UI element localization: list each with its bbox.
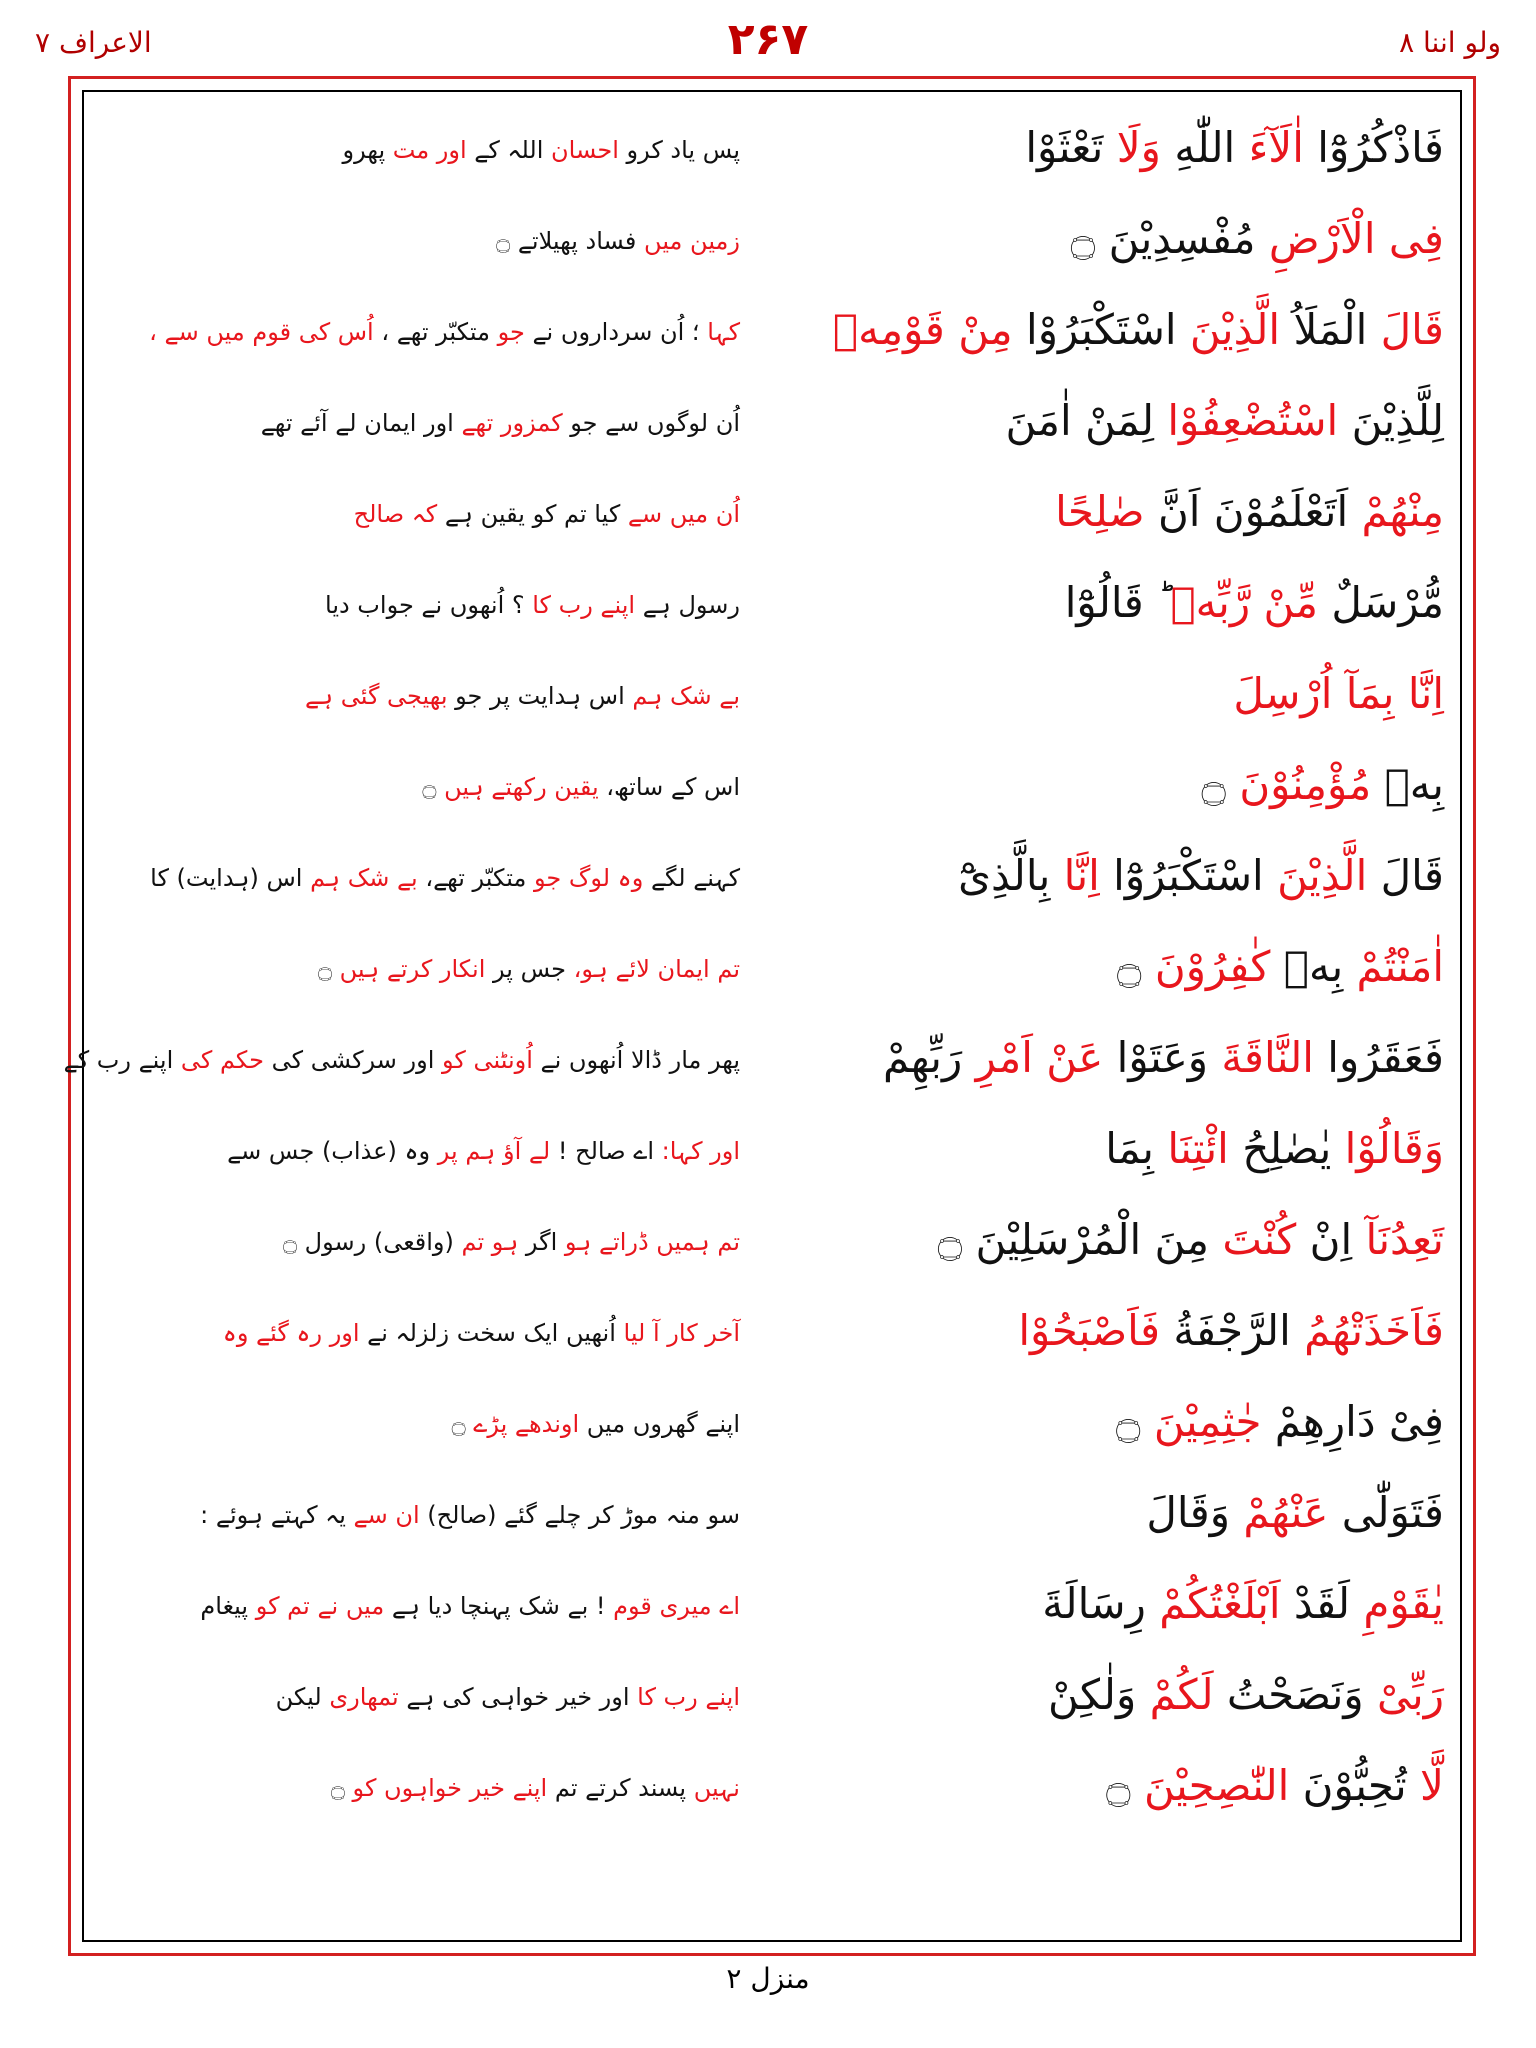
arabic-segment: وَقَالَ — [1146, 1488, 1244, 1537]
urdu-segment: اگر — [518, 1228, 565, 1256]
urdu-segment: حکم کی — [180, 1046, 265, 1074]
urdu-segment: اُن لوگوں سے جو — [562, 409, 740, 437]
urdu-segment: پس یاد کرو — [618, 136, 740, 164]
urdu-segment: انکار کرتے ہیں — [339, 955, 486, 983]
arabic-segment: فَاَخَذَتْهُمُ — [1304, 1306, 1444, 1355]
verse-row — [100, 567, 1444, 658]
arabic-segment: الَّذِیْنَ — [1277, 851, 1368, 900]
urdu-segment: اپنے گھروں میں — [579, 1410, 740, 1438]
arabic-segment: لِمَنْ اٰمَنَ — [1005, 396, 1168, 445]
arabic-segment: اَبْلَغْتُكُمْ — [1159, 1579, 1281, 1628]
urdu-segment: سو منہ موڑ کر چلے گئے (صالح) — [419, 1501, 740, 1529]
urdu-segment: کہنے لگے — [643, 864, 740, 892]
urdu-segment: جو — [497, 318, 525, 346]
urdu-segment: جس پر — [485, 955, 574, 983]
urdu-translation-line — [120, 492, 740, 536]
urdu-translation-line — [120, 1493, 740, 1537]
urdu-translation-line — [120, 1311, 740, 1355]
arabic-segment: رَبِّهِمْ — [882, 1033, 976, 1082]
verse-row — [100, 1568, 1444, 1659]
arabic-verse-line — [804, 118, 1444, 178]
verse-row — [100, 476, 1444, 567]
arabic-segment: تَعْثَوْا — [1025, 123, 1117, 172]
urdu-segment: تمھاری — [329, 1683, 399, 1711]
urdu-segment: اُس کی قوم میں سے ، — [149, 318, 374, 346]
arabic-verse-line — [804, 937, 1444, 997]
urdu-segment: متکبّر تھے، — [417, 864, 534, 892]
arabic-segment: اُرْسِلَ — [1233, 669, 1346, 718]
arabic-segment: تُحِبُّوْنَ — [1289, 1761, 1421, 1810]
urdu-translation-line — [63, 1038, 740, 1082]
urdu-translation-line — [120, 219, 740, 263]
urdu-segment: اے میری قوم — [613, 1592, 740, 1620]
verse-row — [100, 1477, 1444, 1568]
arabic-verse-line — [804, 1392, 1444, 1452]
urdu-segment: لے آؤ ہم پر — [437, 1137, 551, 1165]
urdu-segment: بے شک ہم — [632, 682, 740, 710]
urdu-segment: یہ کہتے ہوئے : — [200, 1501, 354, 1529]
arabic-segment: ائْتِنَا — [1167, 1124, 1229, 1173]
arabic-segment: اَتَعْلَمُوْنَ اَنَّ — [1144, 487, 1362, 536]
verse-row — [100, 1750, 1444, 1841]
verse-row — [100, 1204, 1444, 1295]
urdu-segment: اپنے رب کا — [637, 1683, 740, 1711]
verse-row — [100, 1113, 1444, 1204]
arabic-verse-line — [804, 209, 1444, 269]
arabic-verse-line — [804, 755, 1444, 815]
urdu-segment: کیا تم کو یقین ہے — [437, 500, 628, 528]
verse-row — [100, 1386, 1444, 1477]
verse-row — [100, 1295, 1444, 1386]
arabic-segment: قَالَ — [1367, 851, 1444, 900]
arabic-verse-line — [804, 1119, 1444, 1179]
arabic-segment: وَعَتَوْا — [1103, 1033, 1222, 1082]
arabic-segment: مُفْسِدِیْنَ ۝ — [1070, 214, 1269, 263]
arabic-verse-line — [804, 1574, 1444, 1634]
urdu-segment: میں نے تم کو — [255, 1592, 385, 1620]
arabic-segment: اِنَّا — [1063, 851, 1100, 900]
page-number: ۲۶۷ — [727, 14, 809, 65]
arabic-segment: الرَّجْفَةُ — [1160, 1306, 1305, 1355]
arabic-segment: جٰثِمِیْنَ — [1153, 1397, 1262, 1446]
urdu-segment: ۝ — [317, 955, 340, 983]
arabic-segment: رِسَالَةَ — [1042, 1579, 1160, 1628]
manzil-label: منزل ۲ — [726, 1962, 810, 1995]
urdu-segment: اور سرکشی کی — [264, 1046, 442, 1074]
arabic-segment: ۝ — [1201, 760, 1240, 809]
arabic-segment: مِّنْ رَّبِّهٖ — [1170, 578, 1318, 627]
arabic-segment: ۝ — [1116, 942, 1155, 991]
arabic-segment: فَتَوَلّٰی — [1328, 1488, 1444, 1537]
urdu-segment: نہیں — [693, 1774, 740, 1802]
urdu-segment: فساد پھیلاتے ۝ — [496, 227, 645, 255]
urdu-segment: اور رہ گئے وہ — [222, 1319, 360, 1347]
arabic-segment: رَبِّیْ — [1377, 1670, 1444, 1719]
arabic-verse-line — [804, 1210, 1444, 1270]
urdu-segment: (واقعی) رسول ۝ — [282, 1228, 462, 1256]
urdu-segment: کمزور تھے — [461, 409, 563, 437]
arabic-segment: وَلَا — [1116, 123, 1161, 172]
verse-rows — [63, 112, 1444, 1841]
urdu-segment: بھیجی گئی ہے — [304, 682, 448, 710]
urdu-segment: اور خیر خواہی کی ہے — [398, 1683, 638, 1711]
arabic-segment: مِنَ الْمُرْسَلِیْنَ ۝ — [937, 1215, 1223, 1264]
arabic-verse-line — [804, 664, 1444, 724]
arabic-segment: اٰلَآءَ — [1248, 123, 1304, 172]
arabic-verse-line — [804, 1483, 1444, 1543]
urdu-segment: اوندھے پڑے — [473, 1410, 580, 1438]
urdu-segment: ۝ — [422, 773, 445, 801]
urdu-segment: بے شک ہم — [310, 864, 418, 892]
arabic-segment: عَنْ اَمْرِ — [975, 1033, 1104, 1082]
urdu-segment: پھرو — [342, 136, 393, 164]
arabic-segment: اللّٰهِ — [1160, 123, 1249, 172]
juz-title: ولو اننا ۸ — [1399, 26, 1501, 59]
urdu-segment: کہ صالح — [353, 500, 438, 528]
urdu-segment: اُنھیں ایک سخت زلزلہ نے — [359, 1319, 624, 1347]
arabic-verse-line — [804, 391, 1444, 451]
arabic-segment: لِلَّذِیْنَ — [1338, 396, 1444, 445]
arabic-segment: مِنْهُمْ — [1361, 487, 1444, 536]
urdu-segment: پسند کرتے تم — [547, 1774, 694, 1802]
verse-row — [100, 385, 1444, 476]
arabic-segment: وَلٰكِنْ — [1048, 1670, 1150, 1719]
arabic-segment: یٰقَوْمِ — [1363, 1579, 1444, 1628]
arabic-segment: فَاَصْبَحُوْا — [1018, 1306, 1161, 1355]
arabic-verse-line — [804, 1756, 1444, 1816]
urdu-segment: وہ (عذاب) جس سے — [227, 1137, 438, 1165]
arabic-segment: تَعِدُنَآ — [1365, 1215, 1444, 1264]
urdu-segment: متکبّر تھے ، — [373, 318, 498, 346]
urdu-segment: اور ایمان لے آئے تھے — [260, 409, 462, 437]
urdu-segment: یقین رکھتے ہیں — [444, 773, 599, 801]
arabic-segment: وَقَالُوْا — [1344, 1124, 1444, 1173]
urdu-segment: وہ لوگ جو — [533, 864, 644, 892]
urdu-segment: کہا — [707, 318, 740, 346]
verse-row — [100, 749, 1444, 840]
verse-row — [100, 1659, 1444, 1750]
urdu-translation-line — [120, 1584, 740, 1628]
verse-row — [63, 1022, 1444, 1113]
urdu-segment: اے صالح ! — [550, 1137, 662, 1165]
arabic-segment: النّٰصِحِیْنَ — [1144, 1761, 1290, 1810]
urdu-segment: رسول ہے — [635, 591, 740, 619]
urdu-segment: پھر مار ڈالا اُنھوں نے — [532, 1046, 740, 1074]
urdu-segment: اللہ کے — [466, 136, 552, 164]
urdu-segment: اس (ہدایت) کا — [150, 864, 311, 892]
arabic-verse-line — [804, 300, 1444, 360]
urdu-segment: زمین میں — [644, 227, 740, 255]
urdu-segment: اپنے رب کا — [532, 591, 636, 619]
arabic-segment: مُّرْسَلٌ — [1317, 578, 1444, 627]
urdu-translation-line — [120, 1220, 740, 1264]
urdu-segment: ! بے شک پہنچا دیا ہے — [384, 1592, 614, 1620]
surah-title: الاعراف ۷ — [35, 26, 152, 59]
verse-row — [100, 112, 1444, 203]
urdu-segment: ہو تم — [461, 1228, 519, 1256]
arabic-segment: لَّا — [1420, 1761, 1444, 1810]
arabic-segment: یٰصٰلِحُ — [1228, 1124, 1345, 1173]
arabic-segment: الَّذِیْنَ — [1189, 305, 1281, 354]
arabic-verse-line — [804, 482, 1444, 542]
verse-row — [100, 203, 1444, 294]
arabic-segment: النَّاقَةَ — [1221, 1033, 1314, 1082]
arabic-segment: ۝ — [1115, 1397, 1154, 1446]
urdu-segment: اُن میں سے — [627, 500, 740, 528]
arabic-segment: بِمَا — [1105, 1124, 1168, 1173]
arabic-segment: عَنْهُمْ — [1243, 1488, 1329, 1537]
arabic-segment: لَكُمْ — [1149, 1670, 1214, 1719]
urdu-segment: اور کہا: — [661, 1137, 740, 1165]
arabic-segment: قَالَ — [1380, 305, 1444, 354]
arabic-segment: اِنْ — [1296, 1215, 1366, 1264]
arabic-segment: ۝ — [1106, 1761, 1144, 1810]
urdu-segment: ؛ اُن سرداروں نے — [524, 318, 708, 346]
arabic-segment: مُؤْمِنُوْنَ — [1239, 760, 1372, 809]
urdu-segment: اپنے رب کے — [63, 1046, 181, 1074]
urdu-segment: اس کے ساتھ، — [598, 773, 740, 801]
urdu-translation-line — [120, 947, 740, 991]
verse-row — [100, 931, 1444, 1022]
urdu-translation-line — [120, 856, 740, 900]
urdu-segment: پیغام — [200, 1592, 256, 1620]
page-header — [0, 8, 1536, 68]
arabic-verse-line — [804, 1665, 1444, 1725]
arabic-segment: فِی الْاَرْضِ — [1268, 214, 1444, 263]
verse-row — [100, 294, 1444, 385]
verse-row — [100, 658, 1444, 749]
arabic-verse-line — [804, 1028, 1444, 1088]
arabic-segment: اسْتَكْبَرُوْا — [1012, 305, 1190, 354]
urdu-segment: ؟ اُنھوں نے جواب دیا — [325, 591, 533, 619]
arabic-segment: اٰمَنْتُمْ — [1356, 942, 1444, 991]
arabic-segment: اسْتَكْبَرُوْٓا — [1099, 851, 1278, 900]
arabic-segment: اسْتُضْعِفُوْا — [1167, 396, 1339, 445]
arabic-segment: صٰلِحًا — [1055, 487, 1145, 536]
urdu-segment: آخر کار آ لیا — [623, 1319, 740, 1347]
urdu-translation-line — [120, 1402, 740, 1446]
urdu-translation-line — [120, 765, 740, 809]
urdu-segment: اُونٹنی کو — [442, 1046, 533, 1074]
arabic-verse-line — [804, 1301, 1444, 1361]
urdu-segment: تم ایمان لائے ہو، — [573, 955, 740, 983]
arabic-segment: فَعَقَرُوا — [1313, 1033, 1444, 1082]
urdu-segment: ان سے — [353, 1501, 420, 1529]
urdu-translation-line — [120, 401, 740, 445]
arabic-segment: ؕ قَالُوْٓا — [1064, 578, 1171, 627]
urdu-segment: احسان — [551, 136, 619, 164]
urdu-segment: ۝ — [451, 1410, 474, 1438]
urdu-segment: اور مت — [392, 136, 467, 164]
urdu-translation-line — [120, 310, 740, 354]
arabic-verse-line — [804, 573, 1444, 633]
urdu-segment: اس ہدایت پر جو — [447, 682, 633, 710]
urdu-translation-line — [120, 1766, 740, 1810]
arabic-segment: كُنْتَ — [1222, 1215, 1297, 1264]
urdu-translation-line — [120, 674, 740, 718]
urdu-segment: اپنے خیر خواہوں کو — [352, 1774, 548, 1802]
arabic-segment: وَنَصَحْتُ — [1213, 1670, 1378, 1719]
arabic-segment: اِنَّا بِمَآ — [1345, 669, 1444, 718]
urdu-segment: لیکن — [275, 1683, 330, 1711]
urdu-translation-line — [120, 583, 740, 627]
urdu-translation-line — [120, 128, 740, 172]
arabic-verse-line — [804, 846, 1444, 906]
arabic-segment: فَاذْكُرُوْٓا — [1303, 123, 1444, 172]
arabic-segment: كٰفِرُوْنَ — [1154, 942, 1271, 991]
arabic-segment: بِهٖ — [1371, 760, 1444, 809]
arabic-segment: فِیْ دَارِهِمْ — [1261, 1397, 1444, 1446]
verse-row — [100, 840, 1444, 931]
urdu-translation-line — [120, 1129, 740, 1173]
arabic-segment: بِالَّذِیْٓ — [958, 851, 1064, 900]
arabic-segment: الْمَلَاُ — [1280, 305, 1381, 354]
arabic-segment: بِهٖ — [1270, 942, 1357, 991]
arabic-segment: مِنْ قَوْمِهٖ — [832, 305, 1013, 354]
urdu-segment: تم ہمیں ڈراتے ہو — [564, 1228, 740, 1256]
urdu-segment: ۝ — [330, 1774, 353, 1802]
arabic-segment: لَقَدْ — [1280, 1579, 1364, 1628]
urdu-translation-line — [120, 1675, 740, 1719]
